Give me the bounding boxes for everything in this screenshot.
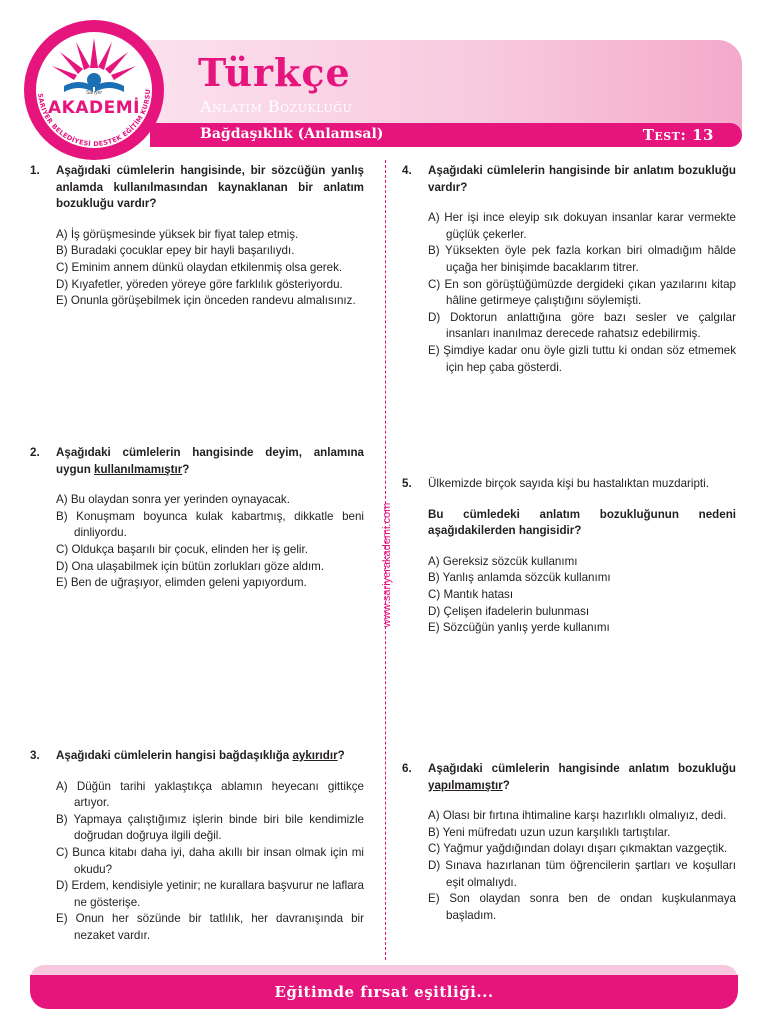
question-number: 1.: [30, 164, 40, 177]
option-d[interactable]: D) Ona ulaşabilmek için bütün zorlukları göze aldım.: [56, 559, 325, 573]
option-b[interactable]: B) Yanlış anlamda sözcük kullanımı: [428, 571, 611, 585]
option-e[interactable]: E) Son olaydan sonra ben de ondan kuşkulanmaya başladım.: [428, 892, 736, 922]
stem-underlined: kullanılmamıştır: [94, 462, 183, 476]
question-stem: Ülkemizde birçok sayıda kişi bu hastalıktan muzdaripti.: [428, 477, 709, 490]
question-5: [402, 476, 736, 637]
option-d[interactable]: D) Kıyafetler, yöreden yöreye göre farklılık gösteriyordu.: [56, 277, 343, 291]
globe-icon: [87, 73, 101, 87]
unit-title: Anlatım Bozukluğu: [200, 97, 353, 116]
question-subquestion: Bu cümledeki anlatım bozukluğunun nedeni aşağıdakilerden hangisidir?: [428, 507, 736, 538]
footer-slogan: Eğitimde fırsat eşitliği...: [274, 983, 494, 1001]
logo-ring-text: SARIYER BELEDİYESİ DESTEK EĞİTİM KURSU: [36, 88, 153, 149]
option-a[interactable]: A) İş görüşmesinde yüksek bir fiyat talep etmiş.: [56, 227, 299, 241]
question-3: [30, 748, 364, 945]
stem-end: ?: [337, 749, 345, 762]
options-list: [30, 492, 364, 592]
logo-small-text: Sarıyer: [85, 90, 103, 96]
option-d[interactable]: D) Doktorun anlattığına göre bazı sesler ve çalgılar insanları inanılmaz derecede rahatsız edebilirmiş.: [428, 310, 736, 341]
question-stem: [428, 761, 736, 794]
question-number: 4.: [402, 164, 412, 177]
option-c[interactable]: C) Mantık hatası: [428, 587, 514, 601]
option-d[interactable]: D) Sınava hazırlanan tüm öğrencilerin şartları ve koşulları eşit olmalıydı.: [428, 858, 736, 889]
option-e[interactable]: E) Onun her sözünde bir tatlılık, her davranışında bir nezaket vardır.: [56, 912, 364, 942]
question-stem: [56, 445, 364, 478]
stem-underlined: aykırıdır: [292, 749, 338, 762]
question-1: [30, 163, 364, 310]
options-list: [30, 779, 364, 945]
option-e[interactable]: E) Sözcüğün yanlış yerde kullanımı: [428, 621, 610, 635]
option-c[interactable]: C) Oldukça başarılı bir çocuk, elinden her iş gelir.: [56, 542, 308, 556]
subject-title: Türkçe: [198, 50, 351, 95]
question-2: [30, 445, 364, 592]
question-stem: Aşağıdaki cümlelerin hangisinde bir anlatım bozukluğu vardır?: [428, 164, 736, 194]
option-c[interactable]: C) Bunca kitabı daha iyi, daha akıllı bir insan olmak için mi okudu?: [56, 845, 364, 876]
option-e[interactable]: E) Şimdiye kadar onu öyle gizli tuttu ki ondan söz etmemek için hep çaba gösterdi.: [428, 343, 736, 374]
option-d[interactable]: D) Çelişen ifadelerin bulunması: [428, 604, 590, 618]
test-number: Test: 13: [642, 126, 714, 144]
options-list: [402, 554, 736, 637]
options-list: [402, 808, 736, 924]
website-text: www.sariyerakademi.com: [381, 502, 393, 628]
option-c[interactable]: C) En son görüştüğümüzde dergideki çıkan yazılarını kitap hâline getirmeye çalıştığını söylemişti.: [428, 277, 736, 308]
question-number: 5.: [402, 477, 412, 490]
logo-wordmark: AKADEMİ: [48, 98, 140, 118]
question-stem: [56, 748, 364, 765]
options-list: [30, 227, 364, 310]
question-6: [402, 761, 736, 924]
akademi-logo: [24, 20, 164, 160]
option-b[interactable]: B) Yüksekten öyle pek fazla korkan biri olmadığım hâlde uçağa her binişimde bacaklarım titrer.: [428, 244, 736, 274]
question-number: 2.: [30, 446, 40, 459]
option-c[interactable]: C) Eminim annem dünkü olaydan etkilenmiş olsa gerek.: [56, 260, 343, 274]
option-d[interactable]: D) Erdem, kendisiyle yetinir; ne kurallara başvurur ne laflara ne gösterişe.: [56, 879, 364, 909]
option-a[interactable]: A) Düğün tarihi yaklaştıkça ablamın heyecanı gittikçe artıyor.: [56, 779, 364, 810]
option-b[interactable]: B) Konuşmam boyunca kulak kabartmış, dikkatle beni dinliyordu.: [56, 509, 364, 540]
question-number: 3.: [30, 749, 40, 762]
option-a[interactable]: A) Bu olaydan sonra yer yerinden oynayacak.: [56, 493, 290, 507]
stem-end: ?: [182, 462, 190, 476]
options-list: [402, 210, 736, 376]
question-stem: Aşağıdaki cümlelerin hangisinde, bir sözcüğün yanlış anlamda kullanılmasından kaynaklanan bir anlatım bozukluğu vardır?: [56, 164, 364, 211]
option-b[interactable]: B) Buradaki çocuklar epey bir hayli başarılıydı.: [56, 244, 295, 258]
question-4: [402, 163, 736, 376]
option-e[interactable]: E) Ben de uğraşıyor, elimden geleni yapıyordum.: [56, 576, 307, 590]
question-number: 6.: [402, 762, 412, 775]
option-a[interactable]: A) Gereksiz sözcük kullanımı: [428, 554, 578, 568]
stem-text: Aşağıdaki cümlelerin hangisinde deyim, anlamına uygun: [56, 446, 364, 476]
stem-text: Aşağıdaki cümlelerin hangisi bağdaşıklığa: [56, 749, 293, 762]
option-b[interactable]: B) Yapmaya çalıştığımız işlerin binde biri bile kendimizle doğrudan doğruya ilgili değil.: [56, 812, 364, 843]
website-url: [381, 490, 393, 640]
option-a[interactable]: A) Olası bir fırtına ihtimaline karşı hazırlıklı olmalıyız, dedi.: [428, 809, 727, 823]
option-e[interactable]: E) Onunla görüşebilmek için önceden randevu almalısınız.: [56, 294, 356, 308]
stem-end: ?: [502, 778, 510, 792]
topic-label: Bağdaşıklık (Anlamsal): [200, 126, 384, 142]
option-a[interactable]: A) Her işi ince eleyip sık dokuyan insanlar karar vermekte güçlük çekerler.: [428, 211, 736, 241]
stem-underlined: yapılmamıştır: [428, 778, 503, 792]
option-c[interactable]: C) Yağmur yağdığından dolayı dışarı çıkmaktan vazgeçtik.: [428, 842, 728, 856]
option-b[interactable]: B) Yeni müfredatı uzun uzun karşılıklı tartıştılar.: [428, 825, 671, 839]
stem-text: Aşağıdaki cümlelerin hangisinde anlatım bozukluğu: [428, 762, 736, 775]
